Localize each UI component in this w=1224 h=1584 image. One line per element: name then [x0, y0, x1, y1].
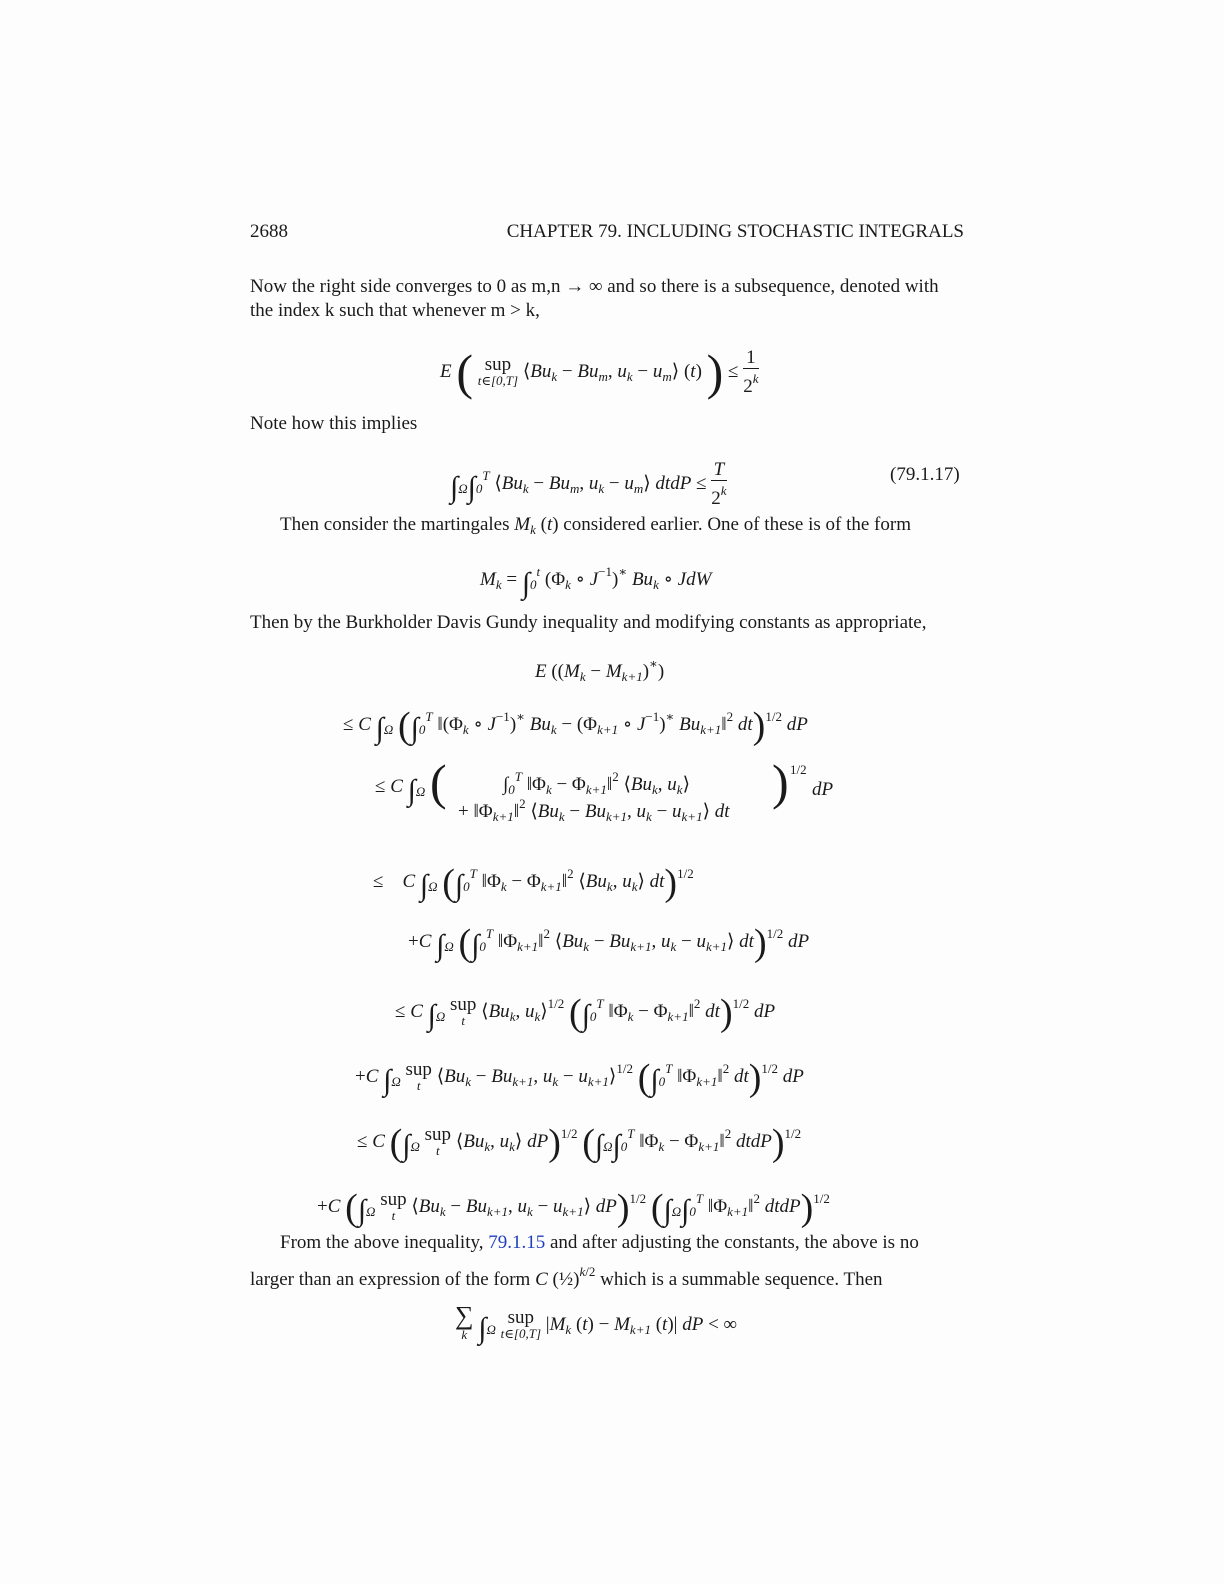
equation-expectation-bound: E ( sup t∈[0,T] $⟨Bu_k - Bu_m$, $u_k$ − $u_m⟩$ (t) ) ≤ $\frac{1}{2^k}$ [440, 343, 759, 400]
equation-bdg-step1: ≤ C $\int_\Omega$ ($\int_0^T$ $‖(\Phi_k$ ∘ $J^{-1})^∗$ $Bu_k - (\Phi_{k+1}$ ∘ $J^{-1})^∗$ $Bu_{k+1}‖^2$ dt)$^{1/2}$ dP [343, 705, 808, 747]
exponent: 1/2 [547, 996, 565, 1011]
equation-bdg-step2-lower: + $‖\Phi_{k+1}‖^2$ $⟨Bu_k - Bu_{k+1}$, $u_k$ − $u_{k+1}⟩$ dt [458, 796, 730, 824]
paren-open: ( [430, 754, 447, 810]
paragraph-line: the index k such that whenever m > k, [250, 300, 540, 321]
exponent: 1/2 [761, 1061, 779, 1076]
chapter-title: CHAPTER 79. INCLUDING STOCHASTIC INTEGRALS [506, 221, 964, 242]
equation-bdg-lhs: E $((M_k - M_{k+1})^∗)$ [535, 656, 665, 684]
equation-bdg-step2-upper: $\int_0^T$ $‖\Phi_k$ − $\Phi_{k+1}‖^2$ $⟨Bu_k$, $u_k⟩$ [503, 769, 690, 797]
exponent: 1/2 [784, 1126, 802, 1141]
exponent: 1/2 [766, 926, 784, 941]
exponent: 1/2 [629, 1191, 647, 1206]
equation-bdg-step3b: +C $\int_\Omega$ ($\int_0^T$ $‖\Phi_{k+1}‖^2$ $⟨Bu_k - Bu_{k+1}$, $u_k$ − $u_{k+1}⟩$ dt)$^{1/2}$ dP [408, 922, 810, 964]
exponent: 1/2 [560, 1126, 578, 1141]
equation-martingale: $M_k = \int_0^t$ ($\Phi_k$ ∘ $J^{-1})^∗$ $Bu_k$ ∘ JdW [480, 564, 712, 600]
exponent: 1/2 [732, 996, 750, 1011]
equation-summable: ∑ k $\int_\Omega$ sup t∈[0,T] $|M_k$ $(t) - M_{k+1}$ (t)| dP < ∞ [455, 1301, 738, 1345]
equation-79-1-17: $\int_\Omega\int_0^T$ $⟨Bu_k - Bu_m$, $u_k$ − $u_m⟩$ dtdP ≤ $\frac{T}{2^k}$ [450, 459, 727, 509]
paragraph-line: Then consider the martingales $M_k$ (t) considered earlier. One of these is of the form [280, 514, 911, 537]
equation-bdg-step4b: +C $\int_\Omega$ sup t $⟨Bu_k - Bu_{k+1}$, $u_k$ − $u_{k+1}⟩^{1/2}$ ($\int_0^T$ $‖\Phi_{k+1}‖^2$ dt)$^{1/2}$ dP [355, 1057, 804, 1099]
equation-number: (79.1.17) [890, 464, 960, 485]
equation-bdg-step5b: +C ($\int_\Omega$ sup t $⟨Bu_k - Bu_{k+1}$, $u_k$ − $u_{k+1}⟩$ dP)$^{1/2}$ ($\int_\Omega\int_0^T$ $‖\Phi_{k+1}‖^2$ dtdP)$^{1/2}$ [317, 1187, 830, 1229]
equation-bdg-step3: ≤ C $\int_\Omega$ ($\int_0^T$ $‖\Phi_k$ − $\Phi_{k+1}‖^2$ $⟨Bu_k$, $u_k⟩$ dt)$^{1/2}$ [373, 862, 694, 904]
page-number: 2688 [250, 221, 288, 242]
paragraph-line: Note how this implies [250, 413, 418, 434]
exponent: 1/2 [616, 1061, 633, 1076]
exponent: 1/2 [790, 762, 807, 777]
equation-bdg-step4: ≤ C $\int_\Omega$ sup t $⟨Bu_k$, $u_k⟩^{1/2}$ ($\int_0^T$ $‖\Phi_k$ − $\Phi_{k+1}‖^2$ dt)$^{1/2}$ dP [395, 992, 776, 1034]
paragraph-line: From the above inequality, 79.1.15 and after adjusting the constants, the above is no [280, 1232, 919, 1253]
equation-bdg-step5: ≤ C ($\int_\Omega$ sup t $⟨Bu_k$, $u_k⟩$ dP)$^{1/2}$ ($\int_\Omega\int_0^T$ $‖\Phi_k$ − $\Phi_{k+1}‖^2$ dtdP)$^{1/2}$ [357, 1122, 802, 1164]
exponent: 1/2 [765, 709, 782, 724]
measure-dp: dP [812, 779, 834, 800]
paragraph-line: larger than an expression of the form C (½)$^{k/2}$ which is a summable sequence. Then [250, 1264, 883, 1290]
exponent: 1/2 [813, 1191, 830, 1206]
paragraph-line: Now the right side converges to 0 as m,n → ∞ and so there is a subsequence, denoted with [250, 276, 939, 297]
paragraph-line: Then by the Burkholder Davis Gundy inequality and modifying constants as appropriate, [250, 612, 927, 633]
equation-bdg-step2: ≤ C $\int_\Omega$ [375, 774, 426, 807]
equation-reference-link[interactable]: 79.1.15 [488, 1232, 546, 1253]
paren-close: ) [772, 754, 789, 810]
exponent: 1/2 [677, 866, 694, 881]
